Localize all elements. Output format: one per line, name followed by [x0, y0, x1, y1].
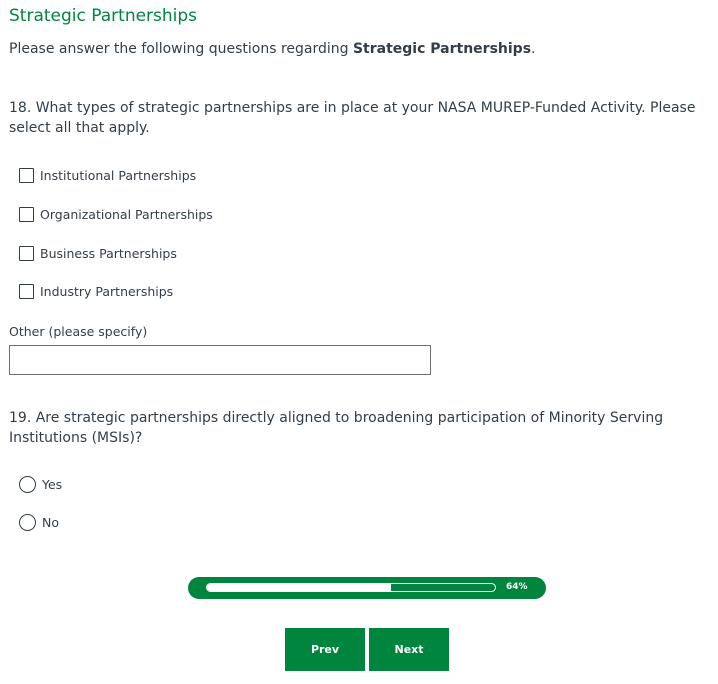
checkbox-option-institutional[interactable]: [19, 165, 196, 185]
page-title: Strategic Partnerships: [9, 6, 198, 26]
checkbox-option-industry[interactable]: [19, 281, 173, 301]
checkbox-icon[interactable]: [19, 246, 34, 261]
progress-percent-label: 64%: [506, 582, 528, 592]
intro-text: Please answer the following questions regarding: [9, 41, 353, 57]
prev-button[interactable]: Prev: [285, 628, 365, 671]
checkbox-label[interactable]: Business Partnerships: [40, 245, 177, 261]
checkbox-icon[interactable]: [19, 207, 34, 222]
checkbox-option-business[interactable]: [19, 243, 177, 263]
checkbox-label[interactable]: Organizational Partnerships: [40, 206, 213, 222]
next-button[interactable]: Next: [369, 628, 449, 671]
radio-label[interactable]: No: [42, 514, 59, 530]
radio-option-no[interactable]: [19, 512, 59, 532]
checkbox-option-organizational[interactable]: [19, 204, 213, 224]
progress-track: [206, 583, 496, 592]
radio-label[interactable]: Yes: [42, 476, 63, 492]
question-18-text: 18. What types of strategic partnerships are in place at your NASA MUREP-Funded Activity. Please select all that apply.: [9, 100, 696, 136]
radio-icon[interactable]: [19, 476, 36, 493]
checkbox-icon[interactable]: [19, 284, 34, 299]
other-specify-label: Other (please specify): [9, 324, 148, 339]
progress-bar: [188, 577, 546, 599]
radio-option-yes[interactable]: [19, 474, 62, 494]
intro-suffix: .: [531, 41, 536, 57]
question-19-text: 19. Are strategic partnerships directly aligned to broadening participation of Minority Serving Institutions (MSIs)?: [9, 410, 664, 446]
checkbox-label[interactable]: Institutional Partnerships: [40, 167, 197, 183]
checkbox-icon[interactable]: [19, 168, 34, 183]
intro-bold-text: Strategic Partnerships: [352, 41, 532, 57]
section-intro: [9, 41, 535, 57]
progress-fill: [207, 584, 391, 591]
radio-icon[interactable]: [19, 514, 36, 531]
other-specify-input[interactable]: [9, 345, 431, 375]
checkbox-label[interactable]: Industry Partnerships: [40, 283, 174, 299]
